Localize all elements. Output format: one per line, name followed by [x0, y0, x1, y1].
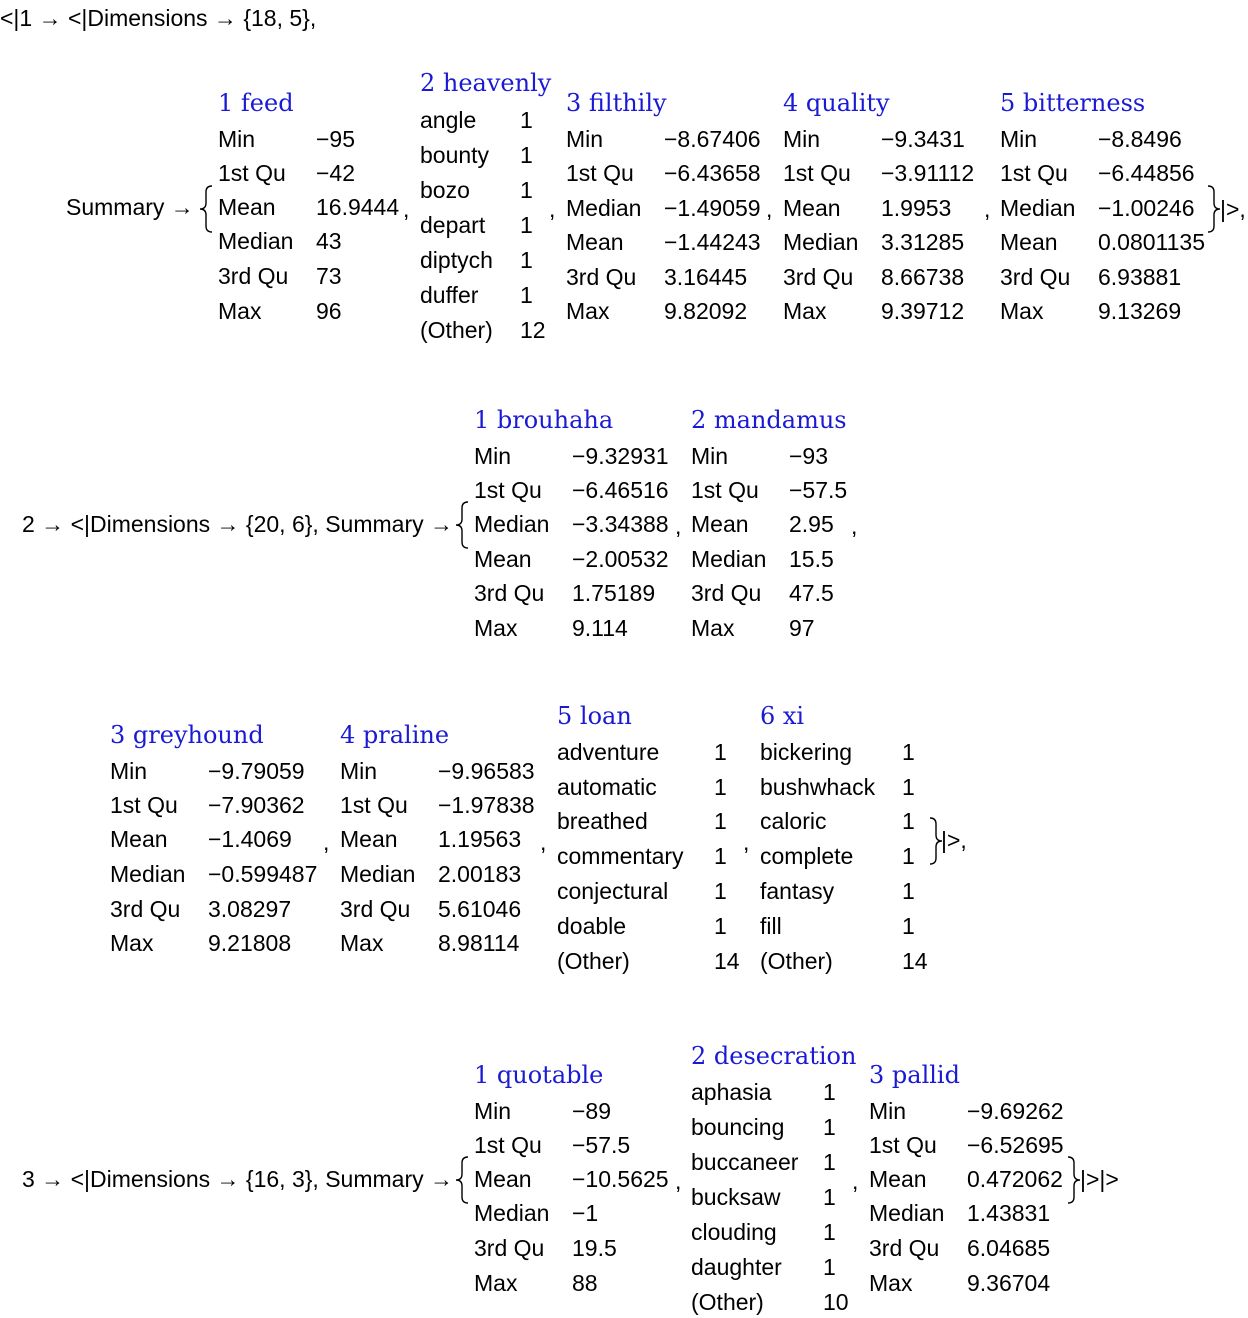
stat-label: Mean	[783, 195, 841, 221]
column-header: 2 desecration	[691, 1042, 857, 1070]
comma-separator: ,	[851, 513, 858, 539]
stat-value: 1	[520, 107, 533, 133]
stat-label: (Other)	[420, 317, 493, 343]
stat-label: 1st Qu	[474, 477, 542, 503]
stat-label: 3rd Qu	[474, 580, 545, 606]
association-close: |>|>	[1080, 1166, 1119, 1192]
stat-value: −6.52695	[967, 1132, 1064, 1158]
stat-label: Max	[340, 930, 384, 956]
comma-separator: ,	[549, 196, 556, 222]
stat-label: Median	[340, 861, 416, 887]
stat-label: 1st Qu	[869, 1132, 937, 1158]
column-header: 3 pallid	[869, 1061, 960, 1089]
stat-label: 1st Qu	[783, 160, 851, 186]
stat-value: −1.49059	[664, 195, 761, 221]
left-brace-icon	[454, 1155, 470, 1205]
stat-label: fill	[760, 913, 782, 939]
stat-label: bickering	[760, 739, 853, 765]
stat-label: Mean	[1000, 229, 1058, 255]
left-brace-icon	[198, 184, 214, 234]
stat-label: 1st Qu	[1000, 160, 1068, 186]
key-3-prefix: 3 → <|Dimensions → {16, 3}, Summary →	[22, 1166, 454, 1192]
comma-separator: ,	[984, 196, 991, 222]
stat-value: −1.44243	[664, 229, 761, 255]
stat-label: 1st Qu	[474, 1132, 542, 1158]
stat-value: 1.75189	[572, 580, 656, 606]
stat-label: clouding	[691, 1219, 777, 1245]
stat-label: Min	[1000, 126, 1038, 152]
stat-value: −9.96583	[438, 758, 535, 784]
stat-value: −0.599487	[208, 861, 318, 887]
stat-label: 3rd Qu	[566, 264, 637, 290]
stat-label: Median	[1000, 195, 1076, 221]
stat-value: 47.5	[789, 580, 834, 606]
stat-value: −8.8496	[1098, 126, 1182, 152]
stat-label: 3rd Qu	[869, 1235, 940, 1261]
key-2-prefix: 2 → <|Dimensions → {20, 6}, Summary →	[22, 511, 454, 537]
stat-value: 9.114	[572, 615, 628, 641]
stat-value: 3.08297	[208, 896, 292, 922]
column-header: 4 quality	[783, 89, 890, 117]
stat-label: Min	[566, 126, 604, 152]
stat-value: 1	[520, 142, 533, 168]
stat-value: 0.0801135	[1098, 229, 1206, 255]
stat-label: Max	[474, 615, 518, 641]
stat-label: doable	[557, 913, 627, 939]
stat-value: 1	[902, 739, 915, 765]
comma-separator: ,	[766, 196, 773, 222]
column-header: 1 quotable	[474, 1061, 604, 1089]
stat-label: angle	[420, 107, 477, 133]
stat-label: aphasia	[691, 1079, 772, 1105]
stat-label: 3rd Qu	[218, 263, 289, 289]
stat-label: bouncing	[691, 1114, 785, 1140]
stat-label: 1st Qu	[566, 160, 634, 186]
comma-separator: ,	[743, 829, 750, 855]
comma-separator: ,	[675, 513, 682, 539]
stat-label: 3rd Qu	[340, 896, 411, 922]
stat-value: −42	[316, 160, 356, 186]
stat-value: 1	[902, 878, 915, 904]
stat-label: depart	[420, 212, 486, 238]
association-close: |>,	[1220, 196, 1246, 222]
stat-value: −9.32931	[572, 443, 669, 469]
stat-value: −9.79059	[208, 758, 305, 784]
stat-value: 1	[520, 247, 533, 273]
stat-label: Min	[691, 443, 729, 469]
stat-value: 12	[520, 317, 546, 343]
stat-value: −1.00246	[1098, 195, 1195, 221]
stat-value: −2.00532	[572, 546, 669, 572]
stat-label: Mean	[110, 826, 168, 852]
stat-value: 96	[316, 298, 342, 324]
stat-label: 3rd Qu	[1000, 264, 1071, 290]
stat-value: 3.16445	[664, 264, 748, 290]
stat-value: 1	[823, 1149, 836, 1175]
stat-value: 9.82092	[664, 298, 748, 324]
stat-label: Max	[474, 1270, 518, 1296]
stat-label: Max	[566, 298, 610, 324]
stat-value: 19.5	[572, 1235, 617, 1261]
stat-value: 1.19563	[438, 826, 522, 852]
stat-value: 14	[902, 948, 928, 974]
stat-value: −57.5	[789, 477, 848, 503]
stat-value: 2.95	[789, 511, 834, 537]
comma-separator: ,	[540, 829, 547, 855]
stat-value: −10.5625	[572, 1166, 669, 1192]
stat-label: Min	[340, 758, 378, 784]
stat-value: −6.44856	[1098, 160, 1195, 186]
stat-label: Max	[783, 298, 827, 324]
stat-value: 8.66738	[881, 264, 965, 290]
column-header: 6 xi	[760, 702, 805, 730]
stat-value: 9.36704	[967, 1270, 1051, 1296]
column-header: 2 heavenly	[420, 69, 552, 97]
stat-label: 1st Qu	[218, 160, 286, 186]
stat-value: 1	[714, 878, 727, 904]
stat-value: 1	[902, 843, 915, 869]
stat-value: −9.69262	[967, 1098, 1064, 1124]
stat-value: 6.04685	[967, 1235, 1051, 1261]
column-header: 1 feed	[218, 89, 294, 117]
stat-label: daughter	[691, 1254, 782, 1280]
stat-value: 16.9444	[316, 194, 400, 220]
stat-label: Min	[474, 443, 512, 469]
stat-value: 1	[902, 774, 915, 800]
column-header: 1 brouhaha	[474, 406, 614, 434]
stat-value: 1	[520, 177, 533, 203]
stat-value: 1	[714, 913, 727, 939]
stat-label: bounty	[420, 142, 490, 168]
stat-label: Min	[869, 1098, 907, 1124]
stat-label: Mean	[566, 229, 624, 255]
stat-label: Min	[110, 758, 148, 784]
stat-label: Median	[218, 228, 294, 254]
stat-label: Max	[218, 298, 262, 324]
stat-value: 9.21808	[208, 930, 292, 956]
stat-label: Mean	[218, 194, 276, 220]
stat-value: −9.3431	[881, 126, 965, 152]
stat-label: Mean	[474, 1166, 532, 1192]
stat-value: 1	[714, 808, 727, 834]
stat-label: bushwhack	[760, 774, 876, 800]
summary-label: Summary →	[66, 194, 194, 220]
stat-value: 1	[902, 913, 915, 939]
comma-separator: ,	[323, 829, 330, 855]
stat-value: 10	[823, 1289, 849, 1315]
stat-label: adventure	[557, 739, 660, 765]
stat-label: Median	[110, 861, 186, 887]
association-close: |>,	[941, 827, 967, 853]
stat-label: fantasy	[760, 878, 835, 904]
stat-value: −3.91112	[881, 160, 975, 186]
stat-value: 97	[789, 615, 815, 641]
column-header: 4 praline	[340, 721, 450, 749]
stat-value: −1.4069	[208, 826, 292, 852]
stat-value: −6.46516	[572, 477, 669, 503]
stat-label: caloric	[760, 808, 827, 834]
stat-label: Median	[691, 546, 767, 572]
stat-label: Min	[783, 126, 821, 152]
stat-value: 1	[520, 282, 533, 308]
stat-label: 1st Qu	[110, 792, 178, 818]
column-header: 2 mandamus	[691, 406, 847, 434]
stat-label: bucksaw	[691, 1184, 781, 1210]
comma-separator: ,	[403, 196, 410, 222]
stat-label: duffer	[420, 282, 479, 308]
stat-label: 1st Qu	[340, 792, 408, 818]
stat-value: −95	[316, 126, 356, 152]
stat-value: 2.00183	[438, 861, 522, 887]
stat-label: bozo	[420, 177, 470, 203]
left-brace-icon	[454, 500, 470, 550]
stat-value: 1	[520, 212, 533, 238]
stat-label: conjectural	[557, 878, 669, 904]
stat-value: 5.61046	[438, 896, 522, 922]
stat-value: 1	[714, 774, 727, 800]
stat-value: −6.43658	[664, 160, 761, 186]
association-open-line: <|1 → <|Dimensions → {18, 5},	[0, 5, 317, 31]
stat-value: 3.31285	[881, 229, 965, 255]
column-header: 3 greyhound	[110, 721, 264, 749]
stat-value: 8.98114	[438, 930, 520, 956]
stat-value: −7.90362	[208, 792, 305, 818]
stat-label: Max	[110, 930, 154, 956]
stat-label: Mean	[691, 511, 749, 537]
stat-value: −89	[572, 1098, 612, 1124]
stat-label: 3rd Qu	[110, 896, 181, 922]
stat-label: Median	[566, 195, 642, 221]
stat-value: 43	[316, 228, 342, 254]
stat-label: diptych	[420, 247, 493, 273]
stat-value: 73	[316, 263, 342, 289]
stat-label: Max	[1000, 298, 1044, 324]
stat-label: automatic	[557, 774, 657, 800]
stat-label: Median	[783, 229, 859, 255]
stat-value: 1	[823, 1184, 836, 1210]
column-header: 3 filthily	[566, 89, 667, 117]
stat-value: 9.13269	[1098, 298, 1182, 324]
stat-label: (Other)	[760, 948, 833, 974]
stat-label: Mean	[340, 826, 398, 852]
stat-label: (Other)	[557, 948, 630, 974]
stat-value: 14	[714, 948, 740, 974]
stat-value: 1	[823, 1254, 836, 1280]
column-header: 5 loan	[557, 702, 632, 730]
stat-value: 9.39712	[881, 298, 965, 324]
stat-label: Median	[474, 1200, 550, 1226]
stat-value: 1.9953	[881, 195, 952, 221]
stat-value: 6.93881	[1098, 264, 1182, 290]
stat-value: −1.97838	[438, 792, 535, 818]
stat-label: Min	[218, 126, 256, 152]
stat-label: commentary	[557, 843, 684, 869]
stat-label: breathed	[557, 808, 648, 834]
comma-separator: ,	[852, 1168, 859, 1194]
stat-value: 15.5	[789, 546, 834, 572]
stat-label: (Other)	[691, 1289, 764, 1315]
stat-value: 1	[823, 1079, 836, 1105]
stat-label: Max	[691, 615, 735, 641]
stat-label: Median	[869, 1200, 945, 1226]
comma-separator: ,	[675, 1168, 682, 1194]
stat-value: −3.34388	[572, 511, 669, 537]
stat-value: 1.43831	[967, 1200, 1051, 1226]
stat-label: complete	[760, 843, 854, 869]
stat-label: Min	[474, 1098, 512, 1124]
stat-value: −8.67406	[664, 126, 761, 152]
stat-label: 1st Qu	[691, 477, 759, 503]
stat-value: 0.472062	[967, 1166, 1063, 1192]
stat-value: 88	[572, 1270, 598, 1296]
column-header: 5 bitterness	[1000, 89, 1146, 117]
stat-label: 3rd Qu	[691, 580, 762, 606]
stat-label: Median	[474, 511, 550, 537]
stat-label: Mean	[474, 546, 532, 572]
stat-value: 1	[902, 808, 915, 834]
stat-value: 1	[823, 1219, 836, 1245]
stat-label: Mean	[869, 1166, 927, 1192]
stat-value: 1	[823, 1114, 836, 1140]
stat-value: 1	[714, 739, 727, 765]
stat-label: 3rd Qu	[474, 1235, 545, 1261]
stat-label: buccaneer	[691, 1149, 799, 1175]
stat-value: 1	[714, 843, 727, 869]
stat-label: Max	[869, 1270, 913, 1296]
stat-value: −93	[789, 443, 829, 469]
stat-label: 3rd Qu	[783, 264, 854, 290]
stat-value: −57.5	[572, 1132, 631, 1158]
stat-value: −1	[572, 1200, 599, 1226]
